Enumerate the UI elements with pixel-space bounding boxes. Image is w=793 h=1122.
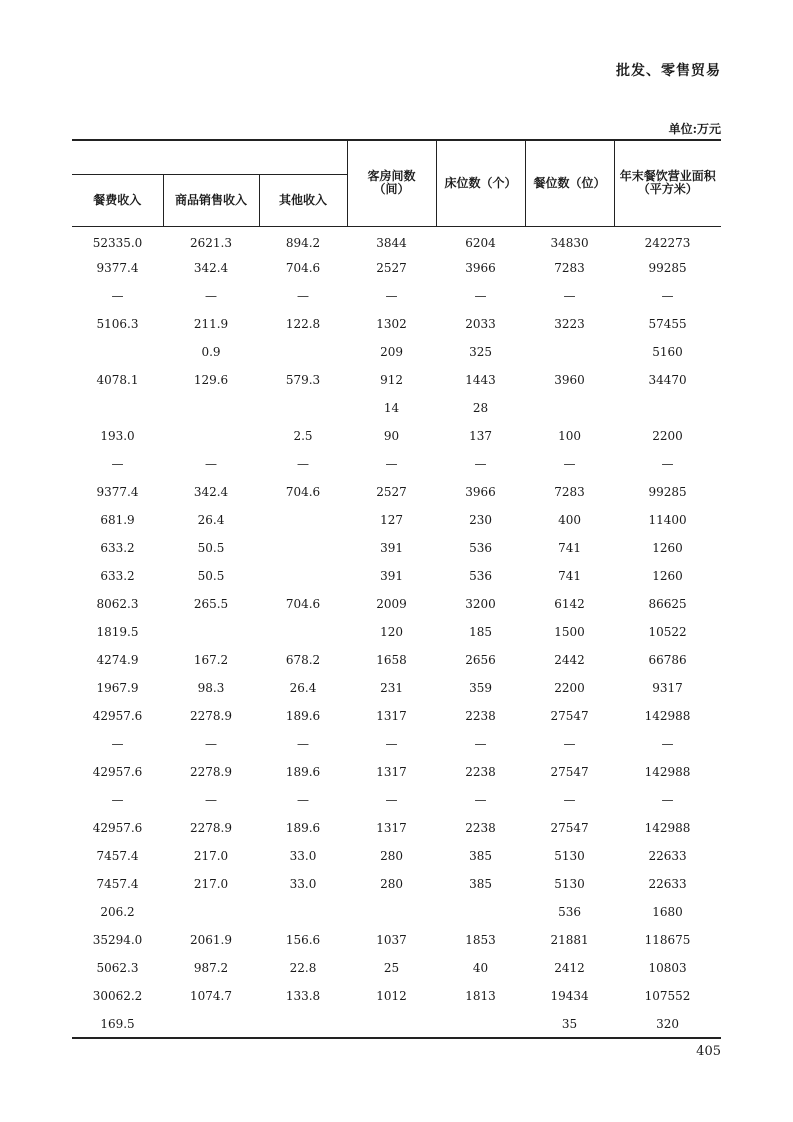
table-cell: — bbox=[385, 737, 398, 751]
table-cell bbox=[347, 898, 436, 926]
table-cell: 2238 bbox=[465, 821, 496, 835]
table-cell: 127 bbox=[380, 513, 403, 527]
header-goods-sales-revenue: 商品销售收入 bbox=[163, 174, 259, 226]
statistics-table bbox=[72, 139, 721, 1039]
table-cell: 142988 bbox=[644, 821, 691, 835]
table-cell: 536 bbox=[558, 905, 581, 919]
table-row bbox=[72, 1010, 721, 1038]
table-cell bbox=[347, 1010, 436, 1038]
table-row bbox=[72, 394, 721, 422]
table-cell bbox=[259, 562, 347, 590]
table-cell: — bbox=[297, 457, 310, 471]
table-row bbox=[72, 898, 721, 926]
table-cell: 242273 bbox=[644, 236, 691, 251]
table-cell: — bbox=[205, 793, 217, 807]
section-title: 批发、零售贸易 bbox=[616, 63, 721, 79]
table-row bbox=[72, 534, 721, 562]
table-cell: 4274.9 bbox=[96, 653, 139, 667]
table-cell: 1074.7 bbox=[190, 989, 232, 1003]
table-cell: 9377.4 bbox=[96, 261, 139, 275]
table-cell: 1813 bbox=[465, 989, 496, 1003]
table-cell: 35294.0 bbox=[92, 933, 143, 947]
table-cell: 741 bbox=[558, 541, 581, 555]
table-cell: 66786 bbox=[648, 653, 687, 667]
table-cell: — bbox=[205, 289, 217, 303]
table-cell: 33.0 bbox=[289, 849, 317, 863]
table-cell: 4078.1 bbox=[96, 373, 139, 387]
table-cell: 1443 bbox=[465, 373, 496, 387]
table-cell: 1819.5 bbox=[96, 625, 139, 639]
table-cell: 1012 bbox=[376, 989, 407, 1003]
table-cell: 678.2 bbox=[285, 653, 321, 667]
table-cell: 122.8 bbox=[285, 317, 321, 331]
table-cell bbox=[525, 394, 614, 422]
table-cell: 280 bbox=[380, 849, 403, 863]
table-cell: 385 bbox=[469, 877, 492, 891]
unit-label: 单位:万元 bbox=[668, 122, 721, 136]
table-cell: 189.6 bbox=[285, 765, 321, 779]
table-row bbox=[72, 590, 721, 618]
table-cell: — bbox=[661, 793, 674, 807]
table-row bbox=[72, 226, 721, 254]
table-cell: 22633 bbox=[648, 877, 687, 891]
table-cell: — bbox=[563, 457, 576, 471]
table-cell: 400 bbox=[558, 513, 581, 527]
table-cell: 3223 bbox=[554, 317, 585, 331]
table-cell: 5062.3 bbox=[96, 961, 139, 975]
header-other-revenue: 其他收入 bbox=[259, 174, 347, 226]
table-cell: — bbox=[297, 289, 310, 303]
table-cell: — bbox=[205, 737, 217, 751]
table-cell: 704.6 bbox=[285, 597, 321, 611]
table-row bbox=[72, 870, 721, 898]
table-cell: 8062.3 bbox=[96, 597, 139, 611]
table-cell bbox=[614, 394, 721, 422]
table-cell: 156.6 bbox=[285, 933, 321, 947]
table-row bbox=[72, 422, 721, 450]
table-cell bbox=[72, 338, 163, 366]
table-row bbox=[72, 702, 721, 730]
table-cell: — bbox=[474, 457, 487, 471]
table-cell: — bbox=[297, 737, 310, 751]
table-cell: 5130 bbox=[554, 849, 585, 863]
table-cell: 34830 bbox=[550, 236, 589, 251]
table-cell: 536 bbox=[469, 569, 492, 583]
table-cell: 579.3 bbox=[285, 373, 321, 387]
table-cell: 681.9 bbox=[100, 513, 135, 527]
table-cell: 2238 bbox=[465, 709, 496, 723]
table-row bbox=[72, 954, 721, 982]
page-number: 405 bbox=[696, 1044, 721, 1059]
table-cell: 21881 bbox=[550, 933, 589, 947]
table-cell: 1260 bbox=[652, 541, 683, 555]
table-cell: 98.3 bbox=[197, 681, 225, 695]
table-cell: 391 bbox=[380, 569, 403, 583]
table-cell: 2238 bbox=[465, 765, 496, 779]
table-cell: 1680 bbox=[652, 905, 683, 919]
table-cell: 27547 bbox=[550, 765, 589, 779]
table-cell bbox=[163, 898, 259, 926]
table-cell bbox=[525, 338, 614, 366]
header-catering-revenue: 餐费收入 bbox=[72, 174, 163, 226]
table-cell: 3966 bbox=[465, 485, 496, 499]
header-beds: 床位数（个） bbox=[436, 140, 525, 226]
table-cell: 25 bbox=[383, 961, 400, 975]
table-cell: 2278.9 bbox=[190, 765, 232, 779]
table-cell: 1317 bbox=[376, 709, 407, 723]
table-cell: 90 bbox=[383, 429, 400, 443]
table-row bbox=[72, 450, 721, 478]
table-cell: 3960 bbox=[554, 373, 585, 387]
table-cell: — bbox=[205, 457, 217, 471]
table-cell: 211.9 bbox=[193, 317, 229, 331]
table-body bbox=[72, 226, 721, 1038]
table-cell: 129.6 bbox=[193, 373, 229, 387]
table-cell bbox=[259, 1010, 347, 1038]
table-cell: 1500 bbox=[554, 625, 585, 639]
table-row bbox=[72, 366, 721, 394]
table-cell: 1037 bbox=[376, 933, 407, 947]
table-cell: — bbox=[661, 457, 674, 471]
table-row bbox=[72, 814, 721, 842]
table-cell: 217.0 bbox=[193, 877, 229, 891]
table-cell: 385 bbox=[469, 849, 492, 863]
table-cell: 7457.4 bbox=[96, 849, 139, 863]
table-cell: 1853 bbox=[465, 933, 496, 947]
table-cell: 42957.6 bbox=[92, 821, 143, 835]
table-cell bbox=[436, 898, 525, 926]
table-row bbox=[72, 758, 721, 786]
table-cell: 142988 bbox=[644, 765, 691, 779]
table-cell: 26.4 bbox=[197, 513, 225, 527]
table-cell: 86625 bbox=[648, 597, 687, 611]
table-row bbox=[72, 618, 721, 646]
table-cell bbox=[259, 618, 347, 646]
table-cell: 3966 bbox=[465, 261, 496, 275]
table-cell bbox=[163, 394, 259, 422]
table-cell: 2200 bbox=[652, 429, 683, 443]
table-cell: — bbox=[661, 289, 674, 303]
table-cell bbox=[163, 422, 259, 450]
table-cell: 1317 bbox=[376, 765, 407, 779]
table-cell: 3844 bbox=[376, 236, 407, 251]
table-cell: 633.2 bbox=[100, 541, 135, 555]
table-cell: 52335.0 bbox=[92, 236, 143, 251]
table-cell bbox=[259, 338, 347, 366]
table-cell bbox=[259, 394, 347, 422]
table-cell: 30062.2 bbox=[92, 989, 143, 1003]
table-cell: 185 bbox=[469, 625, 492, 639]
table-cell: 22.8 bbox=[289, 961, 317, 975]
table-cell: 2656 bbox=[465, 653, 496, 667]
table-cell: 1967.9 bbox=[96, 681, 139, 695]
table-cell: — bbox=[474, 793, 487, 807]
table-cell: 2527 bbox=[376, 261, 407, 275]
table-cell bbox=[163, 618, 259, 646]
table-cell: 230 bbox=[469, 513, 492, 527]
header-dining-area: 年末餐饮营业面积 （平方米） bbox=[614, 140, 721, 226]
table-row bbox=[72, 926, 721, 954]
table-cell: 189.6 bbox=[285, 709, 321, 723]
table-cell: 167.2 bbox=[193, 653, 229, 667]
table-cell: 280 bbox=[380, 877, 403, 891]
table-cell: 118675 bbox=[644, 933, 691, 947]
table-cell: 209 bbox=[380, 345, 403, 359]
table-cell: 2527 bbox=[376, 485, 407, 499]
table-row bbox=[72, 674, 721, 702]
table-cell: 14 bbox=[383, 401, 400, 415]
table-cell: 34470 bbox=[648, 373, 687, 387]
table-cell: 704.6 bbox=[285, 485, 321, 499]
table-cell: 26.4 bbox=[289, 681, 317, 695]
table-cell: 193.0 bbox=[100, 429, 135, 443]
table-cell: — bbox=[385, 793, 398, 807]
table-cell: — bbox=[111, 457, 124, 471]
table-cell: — bbox=[111, 289, 124, 303]
table-cell: 391 bbox=[380, 541, 403, 555]
table-cell: 2.5 bbox=[293, 429, 313, 443]
table-cell: 342.4 bbox=[193, 261, 229, 275]
table-cell: 42957.6 bbox=[92, 709, 143, 723]
table-cell bbox=[259, 506, 347, 534]
table-cell: 99285 bbox=[648, 261, 687, 275]
table-cell: 6142 bbox=[554, 597, 585, 611]
table-cell: 2200 bbox=[554, 681, 585, 695]
table-cell: 3200 bbox=[465, 597, 496, 611]
table-cell: 137 bbox=[469, 429, 492, 443]
table-cell: 2278.9 bbox=[190, 821, 232, 835]
table-cell: 27547 bbox=[550, 821, 589, 835]
table-cell: 741 bbox=[558, 569, 581, 583]
table-row bbox=[72, 646, 721, 674]
table-cell: 265.5 bbox=[193, 597, 229, 611]
table-row bbox=[72, 982, 721, 1010]
header-rooms: 客房间数 （间） bbox=[347, 140, 436, 226]
header-seats: 餐位数（位） bbox=[525, 140, 614, 226]
table-cell: 1260 bbox=[652, 569, 683, 583]
table-cell: — bbox=[385, 457, 398, 471]
table-cell: 633.2 bbox=[100, 569, 135, 583]
header-group-blank bbox=[72, 140, 347, 174]
table-cell: — bbox=[385, 289, 398, 303]
table-cell: — bbox=[111, 793, 124, 807]
table-cell: 10803 bbox=[648, 961, 687, 975]
table-cell: 7283 bbox=[554, 261, 585, 275]
table-row bbox=[72, 562, 721, 590]
table-cell bbox=[259, 534, 347, 562]
table-cell: 912 bbox=[380, 373, 403, 387]
table-cell bbox=[436, 1010, 525, 1038]
table-row bbox=[72, 730, 721, 758]
table-row bbox=[72, 310, 721, 338]
table-row bbox=[72, 786, 721, 814]
table-cell: 27547 bbox=[550, 709, 589, 723]
table-row bbox=[72, 338, 721, 366]
table-cell: 2278.9 bbox=[190, 709, 232, 723]
table-cell: — bbox=[563, 737, 576, 751]
table-cell: 894.2 bbox=[285, 236, 321, 251]
table-cell: 169.5 bbox=[100, 1016, 135, 1031]
table-cell: 987.2 bbox=[193, 961, 229, 975]
table-cell: 5106.3 bbox=[96, 317, 139, 331]
table-cell bbox=[163, 1010, 259, 1038]
table-cell: 2621.3 bbox=[190, 236, 232, 251]
table-cell: 9317 bbox=[652, 681, 683, 695]
table-row bbox=[72, 506, 721, 534]
table-cell: 142988 bbox=[644, 709, 691, 723]
table-cell: 2009 bbox=[376, 597, 407, 611]
table-cell: 99285 bbox=[648, 485, 687, 499]
table-cell: 536 bbox=[469, 541, 492, 555]
table-cell: 325 bbox=[469, 345, 492, 359]
table-row bbox=[72, 282, 721, 310]
table-cell: 206.2 bbox=[100, 905, 135, 919]
table-cell: 6204 bbox=[465, 236, 496, 251]
table-cell: 7283 bbox=[554, 485, 585, 499]
table-cell: — bbox=[111, 737, 124, 751]
table-cell: — bbox=[297, 793, 310, 807]
table-cell: 231 bbox=[380, 681, 403, 695]
table-cell: 120 bbox=[380, 625, 403, 639]
table-cell: 1302 bbox=[376, 317, 407, 331]
table-cell: 33.0 bbox=[289, 877, 317, 891]
table-cell: — bbox=[563, 793, 576, 807]
table-cell bbox=[72, 394, 163, 422]
table-cell: 1317 bbox=[376, 821, 407, 835]
table-cell: 1658 bbox=[376, 653, 407, 667]
table-cell: 50.5 bbox=[197, 569, 225, 583]
table-cell: 35 bbox=[561, 1016, 578, 1031]
table-cell: 5160 bbox=[652, 345, 683, 359]
table-cell: 11400 bbox=[648, 513, 687, 527]
table-cell: 57455 bbox=[648, 317, 687, 331]
table-cell: 2412 bbox=[554, 961, 585, 975]
table-cell: 704.6 bbox=[285, 261, 321, 275]
table-cell: 2061.9 bbox=[190, 933, 232, 947]
table-cell: 100 bbox=[558, 429, 581, 443]
table-cell: 50.5 bbox=[197, 541, 225, 555]
table-cell: 2442 bbox=[554, 653, 585, 667]
table-cell: 133.8 bbox=[285, 989, 321, 1003]
table-cell: 342.4 bbox=[193, 485, 229, 499]
table-cell: 9377.4 bbox=[96, 485, 139, 499]
table-cell: 217.0 bbox=[193, 849, 229, 863]
table-cell: 10522 bbox=[648, 625, 687, 639]
table-cell: 359 bbox=[469, 681, 492, 695]
table-cell: 320 bbox=[656, 1016, 679, 1031]
table-cell: 42957.6 bbox=[92, 765, 143, 779]
table-row bbox=[72, 842, 721, 870]
table-cell: 40 bbox=[472, 961, 489, 975]
table-cell: — bbox=[563, 289, 576, 303]
table-cell bbox=[259, 898, 347, 926]
table-cell: 189.6 bbox=[285, 821, 321, 835]
table-cell: 19434 bbox=[550, 989, 589, 1003]
table-cell: — bbox=[474, 737, 487, 751]
table-cell: 107552 bbox=[644, 989, 691, 1003]
table-cell: — bbox=[474, 289, 487, 303]
table-row bbox=[72, 478, 721, 506]
table-row bbox=[72, 254, 721, 282]
table-cell: 0.9 bbox=[201, 345, 221, 359]
table-cell: 5130 bbox=[554, 877, 585, 891]
table-cell: 22633 bbox=[648, 849, 687, 863]
table-cell: 2033 bbox=[465, 317, 496, 331]
table-cell: — bbox=[661, 737, 674, 751]
table-cell: 28 bbox=[472, 401, 489, 415]
table-cell: 7457.4 bbox=[96, 877, 139, 891]
